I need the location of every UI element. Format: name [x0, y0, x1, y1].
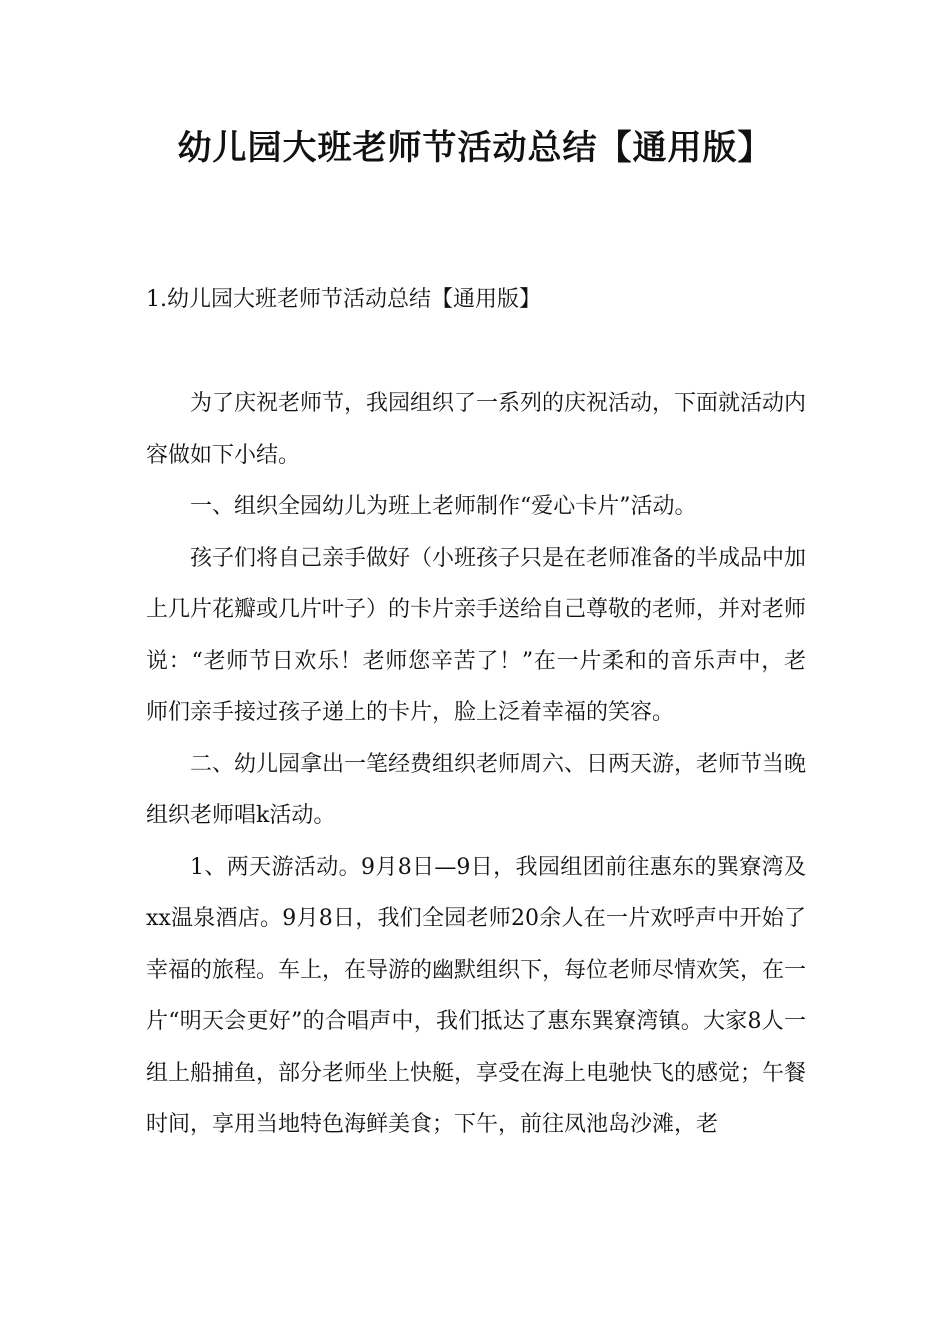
document-title: 幼儿园大班老师节活动总结【通用版】 — [177, 128, 773, 168]
section-heading: 1.幼儿园大班老师节活动总结【通用版】 — [146, 287, 541, 312]
paragraph-trip: 1、两天游活动。9月8日—9日，我园组团前往惠东的巽寮湾及xx温泉酒店。9月8日，我们全园老师20余人在一片欢呼声中开始了幸福的旅程。车上，在导游的幽默组织下，每位老师尽情欢笑，在一片“明天会更好”的合唱声中，我们抵达了惠东巽寮湾镇。大家8人一组上船捕鱼，部分老师坐上快艇，享受在海上电驰快飞的感觉；午餐时间，享用当地特色海鲜美食；下午，前往凤池岛沙滩，老 — [146, 854, 807, 1137]
paragraph-intro: 为了庆祝老师节，我园组织了一系列的庆祝活动，下面就活动内容做如下小结。 — [146, 391, 807, 468]
paragraph-item-two: 二、幼儿园拿出一笔经费组织老师周六、日两天游，老师节当晚组织老师唱k活动。 — [146, 751, 807, 828]
paragraph-cards: 孩子们将自己亲手做好（小班孩子只是在老师准备的半成品中加上几片花瓣或几片叶子）的卡片亲手送给自己尊敬的老师，并对老师说：“老师节日欢乐！老师您辛苦了！”在一片柔和的音乐声中，老师们亲手接过孩子递上的卡片，脸上泛着幸福的笑容。 — [146, 545, 807, 725]
document-body — [146, 378, 806, 1151]
paragraph-item-one: 一、组织全园幼儿为班上老师制作“爱心卡片”活动。 — [190, 494, 697, 519]
